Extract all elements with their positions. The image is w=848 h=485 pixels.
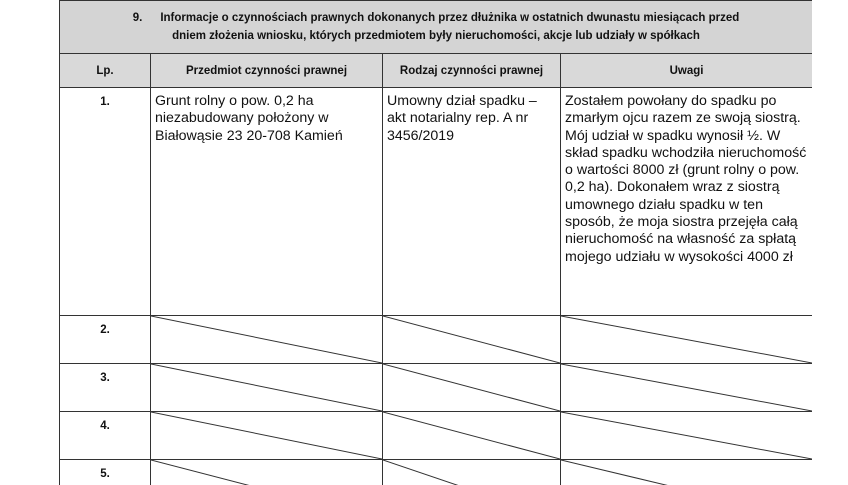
section-number: 9.: [132, 12, 143, 24]
empty-notes-cell[interactable]: [561, 364, 813, 412]
legal-actions-table: [59, 0, 812, 485]
section-title-line-2: dniem złożenia wniosku, których przedmiotem były nieruchomości, akcje lub udziały w spółkach: [172, 30, 700, 42]
strike-line: [383, 412, 560, 459]
row-number: 2.: [60, 316, 151, 364]
strike-line: [151, 364, 382, 411]
strike-line: [151, 412, 382, 459]
table-row: [60, 88, 813, 316]
row-number: 4.: [60, 412, 151, 460]
empty-notes-cell[interactable]: [561, 412, 813, 460]
strike-line: [561, 412, 812, 459]
empty-type-cell[interactable]: [383, 364, 561, 412]
row-number: 5.: [60, 460, 151, 485]
row-number: 1.: [60, 88, 151, 316]
strike-line: [383, 316, 560, 363]
empty-subject-cell[interactable]: [151, 316, 383, 364]
table-row: [60, 364, 813, 412]
empty-type-cell[interactable]: [383, 460, 561, 485]
type-cell[interactable]: [383, 88, 561, 316]
column-header-row: [60, 54, 813, 88]
empty-subject-cell[interactable]: [151, 412, 383, 460]
empty-type-cell[interactable]: [383, 412, 561, 460]
strike-line: [561, 364, 812, 411]
subject-text: Grunt rolny o pow. 0,2 ha niezabudowany położony w Białowąsie 23 20-708 Kamień: [155, 93, 343, 144]
table-row: [60, 316, 813, 364]
empty-subject-cell[interactable]: [151, 460, 383, 485]
empty-notes-cell[interactable]: [561, 316, 813, 364]
strike-line: [151, 460, 382, 485]
type-text: Umowny dział spadku – akt notarialny rep. A nr 3456/2019: [387, 93, 537, 144]
column-header-subject: Przedmiot czynności prawnej: [151, 54, 383, 88]
strike-line: [561, 316, 812, 363]
column-header-lp: Lp.: [60, 54, 151, 88]
section-header: [60, 1, 813, 54]
strike-line: [151, 316, 382, 363]
notes-cell[interactable]: [561, 88, 813, 316]
subject-cell[interactable]: [151, 88, 383, 316]
section-header-row: [60, 1, 813, 54]
form-section-9: [59, 0, 812, 485]
strike-line: [383, 364, 560, 411]
empty-notes-cell[interactable]: [561, 460, 813, 485]
column-header-type: Rodzaj czynności prawnej: [383, 54, 561, 88]
column-header-notes: Uwagi: [561, 54, 813, 88]
table-row: [60, 412, 813, 460]
strike-line: [383, 460, 560, 485]
section-title-line-1: 9. Informacje o czynnościach prawnych dokonanych przez dłużnika w ostatnich dwunastu miesiącach przed: [60, 9, 812, 27]
empty-type-cell[interactable]: [383, 316, 561, 364]
empty-subject-cell[interactable]: [151, 364, 383, 412]
strike-line: [561, 460, 812, 485]
table-row: [60, 460, 813, 485]
notes-text: Zostałem powołany do spadku po zmarłym ojcu razem ze swoją siostrą. Mój udział w spadku wynosił ½. W skład spadku wchodziła nieruchomość o wartości 8000 zł (grunt rolny o pow. 0,2 ha). Dokonałem wraz z siostrą umownego działu spadku w ten sposób, że moja siostra przejęła całą nieruchomość na własność za spłatą mojego udziału w wysokości 4000 zł: [565, 93, 807, 265]
row-number: 3.: [60, 364, 151, 412]
